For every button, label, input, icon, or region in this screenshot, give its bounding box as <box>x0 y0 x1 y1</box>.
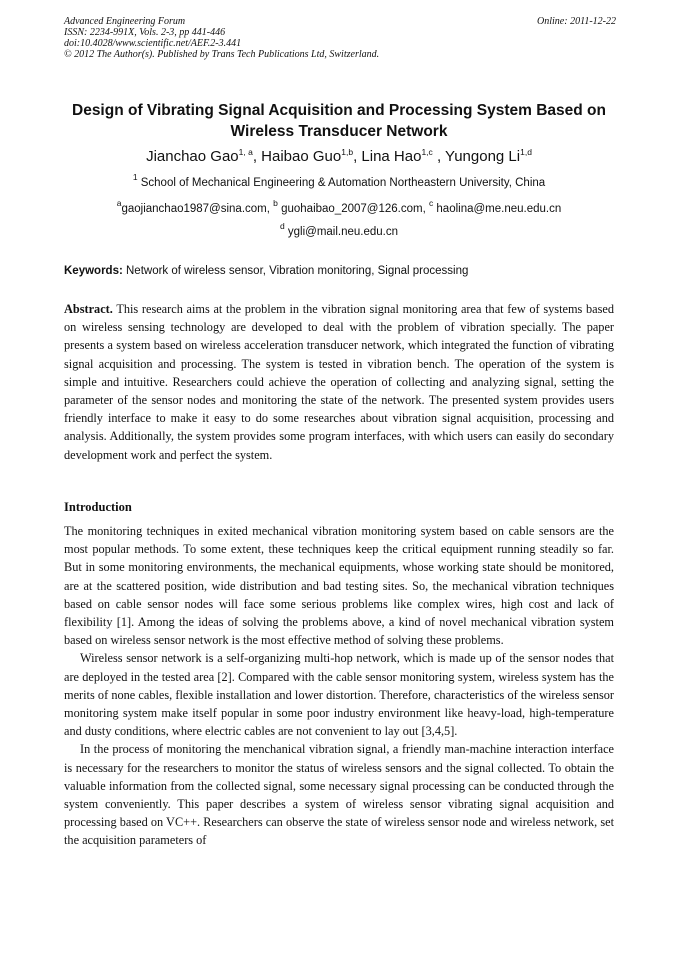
copyright-line: © 2012 The Author(s). Published by Trans Tech Publications Ltd, Switzerland. <box>64 49 380 60</box>
paragraph: Wireless sensor network is a self-organizing multi-hop network, which is made up of the sensor nodes that are deployed in the tested area [2]. Compared with the cable sensor monitoring system, wireless system has the merits of none cables, flexible installation and lower distortion. Therefore, characteristics of the wireless sensor monitoring system make itself popular in some poor industry environment like heavy-load, high-temperature and dusty conditions, where electric cables are not convenient to lay out [3,4,5]. <box>64 651 614 739</box>
paragraph: In the process of monitoring the menchanical vibration signal, a friendly man-machine interaction interface is necessary for the researchers to monitor the status of wireless sensors and the signal collected. To obtain the valuable information from the collected signal, some necessary signal processing can be conducted through the system conveniently. This paper describes a system of wireless sensor vibrating signal acquisition and processing based on VC++. Researchers can observe the state of wireless sensor node and wireless network, set the acquisition parameters of <box>64 742 614 848</box>
author-affil-sup: 1,d <box>520 147 532 157</box>
journal-header <box>64 16 616 60</box>
email-sup: c <box>428 198 434 208</box>
author-separator: , <box>252 148 262 165</box>
email-link[interactable]: guohaibao_2007@126.com, <box>277 203 429 215</box>
email-sup: b <box>273 198 278 208</box>
email-link[interactable]: gaojianchao1987@sina.com, <box>121 203 274 215</box>
issn-line: ISSN: 2234-991X, Vols. 2-3, pp 441-446 <box>64 27 226 38</box>
author-affil-sup: 1,b <box>341 147 354 157</box>
abstract <box>64 300 614 464</box>
journal-name: Advanced Engineering Forum <box>64 16 186 27</box>
email-sup: a <box>116 198 122 208</box>
affiliation-text: School of Mechanical Engineering & Automation Northeastern University, China <box>137 177 546 189</box>
email-line-2 <box>40 221 638 239</box>
author-list <box>40 147 638 167</box>
author-name: Haibao Guo <box>261 148 342 165</box>
abstract-text: This research aims at the problem in the vibration signal monitoring area that few of systems based on wireless sensing technology are developed to deal with the problem of vibration specially. The paper presents a system based on wireless acceleration transducer network, which integrated the function of vibrating signal acquisition and processing. The system is tested in vibration bench. The operation of the system is simple and intuitive. Researchers could achieve the operation of collecting and analyzing signal, setting the parameter of the sensor nodes and monitoring the state of the network. The presented system provides users friendly interface to make it easy to do some researches about vibration signal acquisition, processing and analysis. Additionally, the system provides some program interfaces, with which users can easily do secondary development work and perfect the system. <box>64 302 614 462</box>
email-link[interactable]: ygli@mail.neu.edu.cn <box>284 226 399 238</box>
affiliation-sup: 1 <box>132 172 138 182</box>
author-separator: , <box>432 148 446 165</box>
online-date: Online: 2011-12-22 <box>537 16 616 27</box>
email-sup: d <box>279 221 285 231</box>
author-name: Jianchao Gao <box>146 148 239 165</box>
title-line-2: Wireless Transducer Network <box>230 123 448 140</box>
paper-title <box>40 100 638 142</box>
author-name: Yungong Li <box>445 148 521 165</box>
affiliation <box>40 172 638 190</box>
author-separator: , <box>353 148 362 165</box>
section-heading-introduction: Introduction <box>64 500 132 514</box>
email-link[interactable]: haolina@me.neu.edu.cn <box>433 203 562 215</box>
abstract-label: Abstract. <box>64 302 113 316</box>
author-name: Lina Hao <box>361 148 422 165</box>
keywords-label: Keywords: <box>64 265 123 277</box>
keywords <box>64 264 616 278</box>
paragraph: The monitoring techniques in exited mechanical vibration monitoring system based on cable sensors are the most popular methods. To some extent, these techniques keep the critical equipment running steadily so far. But in some monitoring environments, the mechanical equipments, whose working state should be monitored, are at the scattered position, wide distribution and bad testing sites. So, the mechanical vibration techniques based on cable sensor nodes will face some serious problems like complex wires, high cost and lack of flexibility [1]. Among the ideas of solving the problems above, a kind of novel mechanical vibration system based on wireless sensor network is the most effective method of solving these problems. <box>64 524 614 648</box>
introduction-body <box>64 522 614 850</box>
email-line-1 <box>40 198 638 216</box>
doi-line: doi:10.4028/www.scientific.net/AEF.2-3.441 <box>64 38 242 49</box>
keywords-text: Network of wireless sensor, Vibration monitoring, Signal processing <box>122 265 469 277</box>
author-affil-sup: 1,c <box>421 147 433 157</box>
author-affil-sup: 1, a <box>238 147 253 157</box>
title-line-1: Design of Vibrating Signal Acquisition and Processing System Based on <box>72 102 606 119</box>
